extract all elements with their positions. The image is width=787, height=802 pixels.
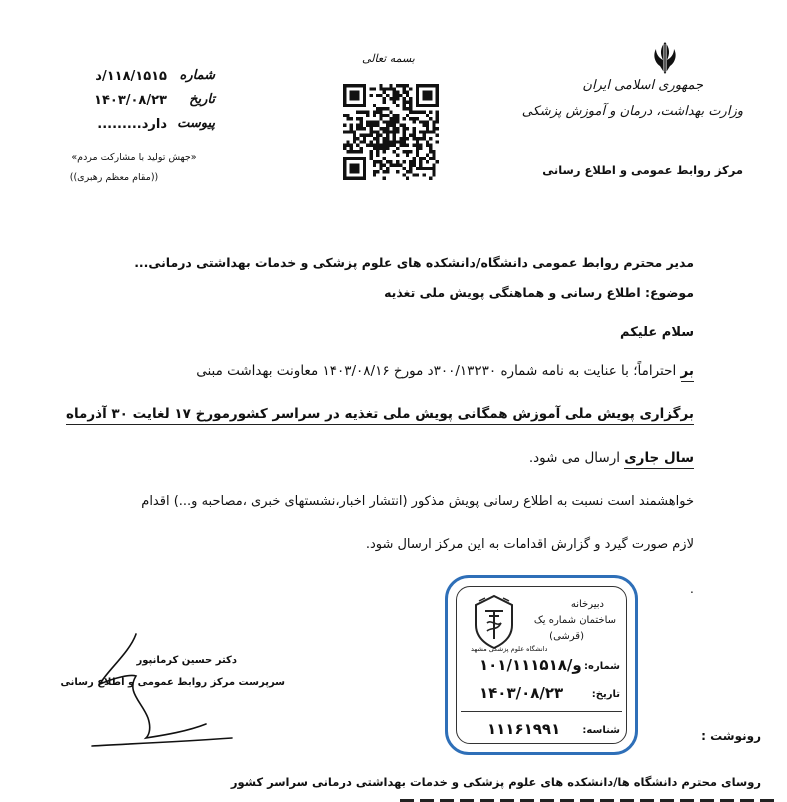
stamp-line-3: (قرشی) <box>549 631 584 642</box>
paragraph-1-line-1-emphasis: بر <box>681 363 694 382</box>
paragraph-1-line-2 <box>66 408 694 422</box>
paragraph-1-line-2-text: برگزاری پویش ملی آموزش همگانی پویش ملی تغذیه در سراسر کشورمورخ ۱۷ لغایت ۳۰ آذرماه <box>66 406 694 425</box>
paragraph-2-line-1: خواهشمند است نسبت به اطلاع رسانی پویش مذکور (انتشار اخبار،نشستهای خبری ،مصاحبه و...) اقدام <box>141 494 694 509</box>
signatory-name: دکتر حسین کرمانپور <box>136 655 237 666</box>
letter-number-row <box>80 68 215 88</box>
stamp-number-value: ۱۰۱/و/۱۱۱۵۱۸ <box>479 656 582 674</box>
bismillah-text: بسمه تعالی <box>362 52 415 65</box>
cut-off-line <box>400 796 780 802</box>
secretariat-stamp <box>445 575 638 755</box>
quote-source: ((مقام معظم رهبری)) <box>69 172 159 183</box>
paragraph-1-line-1-text: احتراماً؛ با عنایت به نامه شماره ۳۰۰/۱۳۲۳۰د مورخ ۱۴۰۳/۰۸/۱۶ معاونت بهداشت مبنی <box>196 363 677 379</box>
emblem-line-1: جمهوری اسلامی ایران <box>582 78 703 93</box>
cc-label: رونوشت : <box>701 729 761 743</box>
iran-emblem-icon <box>648 40 682 76</box>
greeting: سلام علیکم <box>620 325 694 340</box>
qr-code <box>343 84 439 180</box>
stamp-date-value: ۱۴۰۳/۰۸/۲۳ <box>479 684 564 702</box>
letter-attachment-row <box>80 116 215 136</box>
handwritten-signature <box>86 632 236 752</box>
stamp-id-label: شناسه: <box>582 725 620 736</box>
paragraph-2-line-2: لازم صورت گیرد و گزارش اقدامات به این مرکز ارسال شود. <box>365 537 694 552</box>
paragraph-1-line-3 <box>529 452 694 466</box>
letter-date-row <box>80 92 215 112</box>
quote-text: «جهش تولید با مشارکت مردم» <box>71 152 197 163</box>
signatory-title: سرپرست مرکز روابط عمومی و اطلاع رسانی <box>60 677 285 688</box>
letter-attachment-label: پیوست <box>177 116 215 131</box>
university-logo-icon <box>465 593 523 651</box>
stamp-line-2: ساختمان شماره یک <box>533 615 616 626</box>
recipient-line: مدیر محترم روابط عمومی دانشگاه/دانشکده های علوم پزشکی و خدمات بهداشتی درمانی... <box>134 255 694 270</box>
stamp-frame <box>456 586 627 744</box>
emblem-line-2: وزارت بهداشت، درمان و آموزش پزشکی <box>521 104 743 119</box>
stamp-date-label: تاریخ: <box>591 689 620 700</box>
stamp-number-label: شماره: <box>584 661 620 672</box>
letter-date-value: ۱۴۰۳/۰۸/۲۳ <box>94 93 167 108</box>
paragraph-1-line-3-text: ارسال می شود. <box>528 450 620 466</box>
letter-number-label: شماره <box>179 68 215 83</box>
stray-dot: . <box>690 582 694 596</box>
letter-number-value: ۱۱۸/۱۵۱۵/د <box>95 69 167 84</box>
department-name: مرکز روابط عمومی و اطلاع رسانی <box>542 163 743 177</box>
stamp-id-value: ۱۱۱۶۱۹۹۱ <box>487 720 561 738</box>
subject-line: موضوع: اطلاع رسانی و هماهنگی پویش ملی تغذیه <box>384 285 694 300</box>
paragraph-1-line-3-emphasis: سال جاری <box>624 450 694 469</box>
letter-attachment-value: دارد......... <box>97 117 167 132</box>
stamp-divider <box>461 711 622 712</box>
university-logo-caption: دانشگاه علوم پزشکی مشهد <box>471 645 548 653</box>
letter-date-label: تاریخ <box>189 92 215 107</box>
stamp-line-1: دبیرخانه <box>570 599 604 610</box>
cc-line-1: روسای محترم دانشگاه ها/دانشکده های علوم پزشکی و خدمات بهداشتی درمانی سراسر کشور <box>230 775 761 789</box>
paragraph-1-line-1 <box>196 365 694 379</box>
